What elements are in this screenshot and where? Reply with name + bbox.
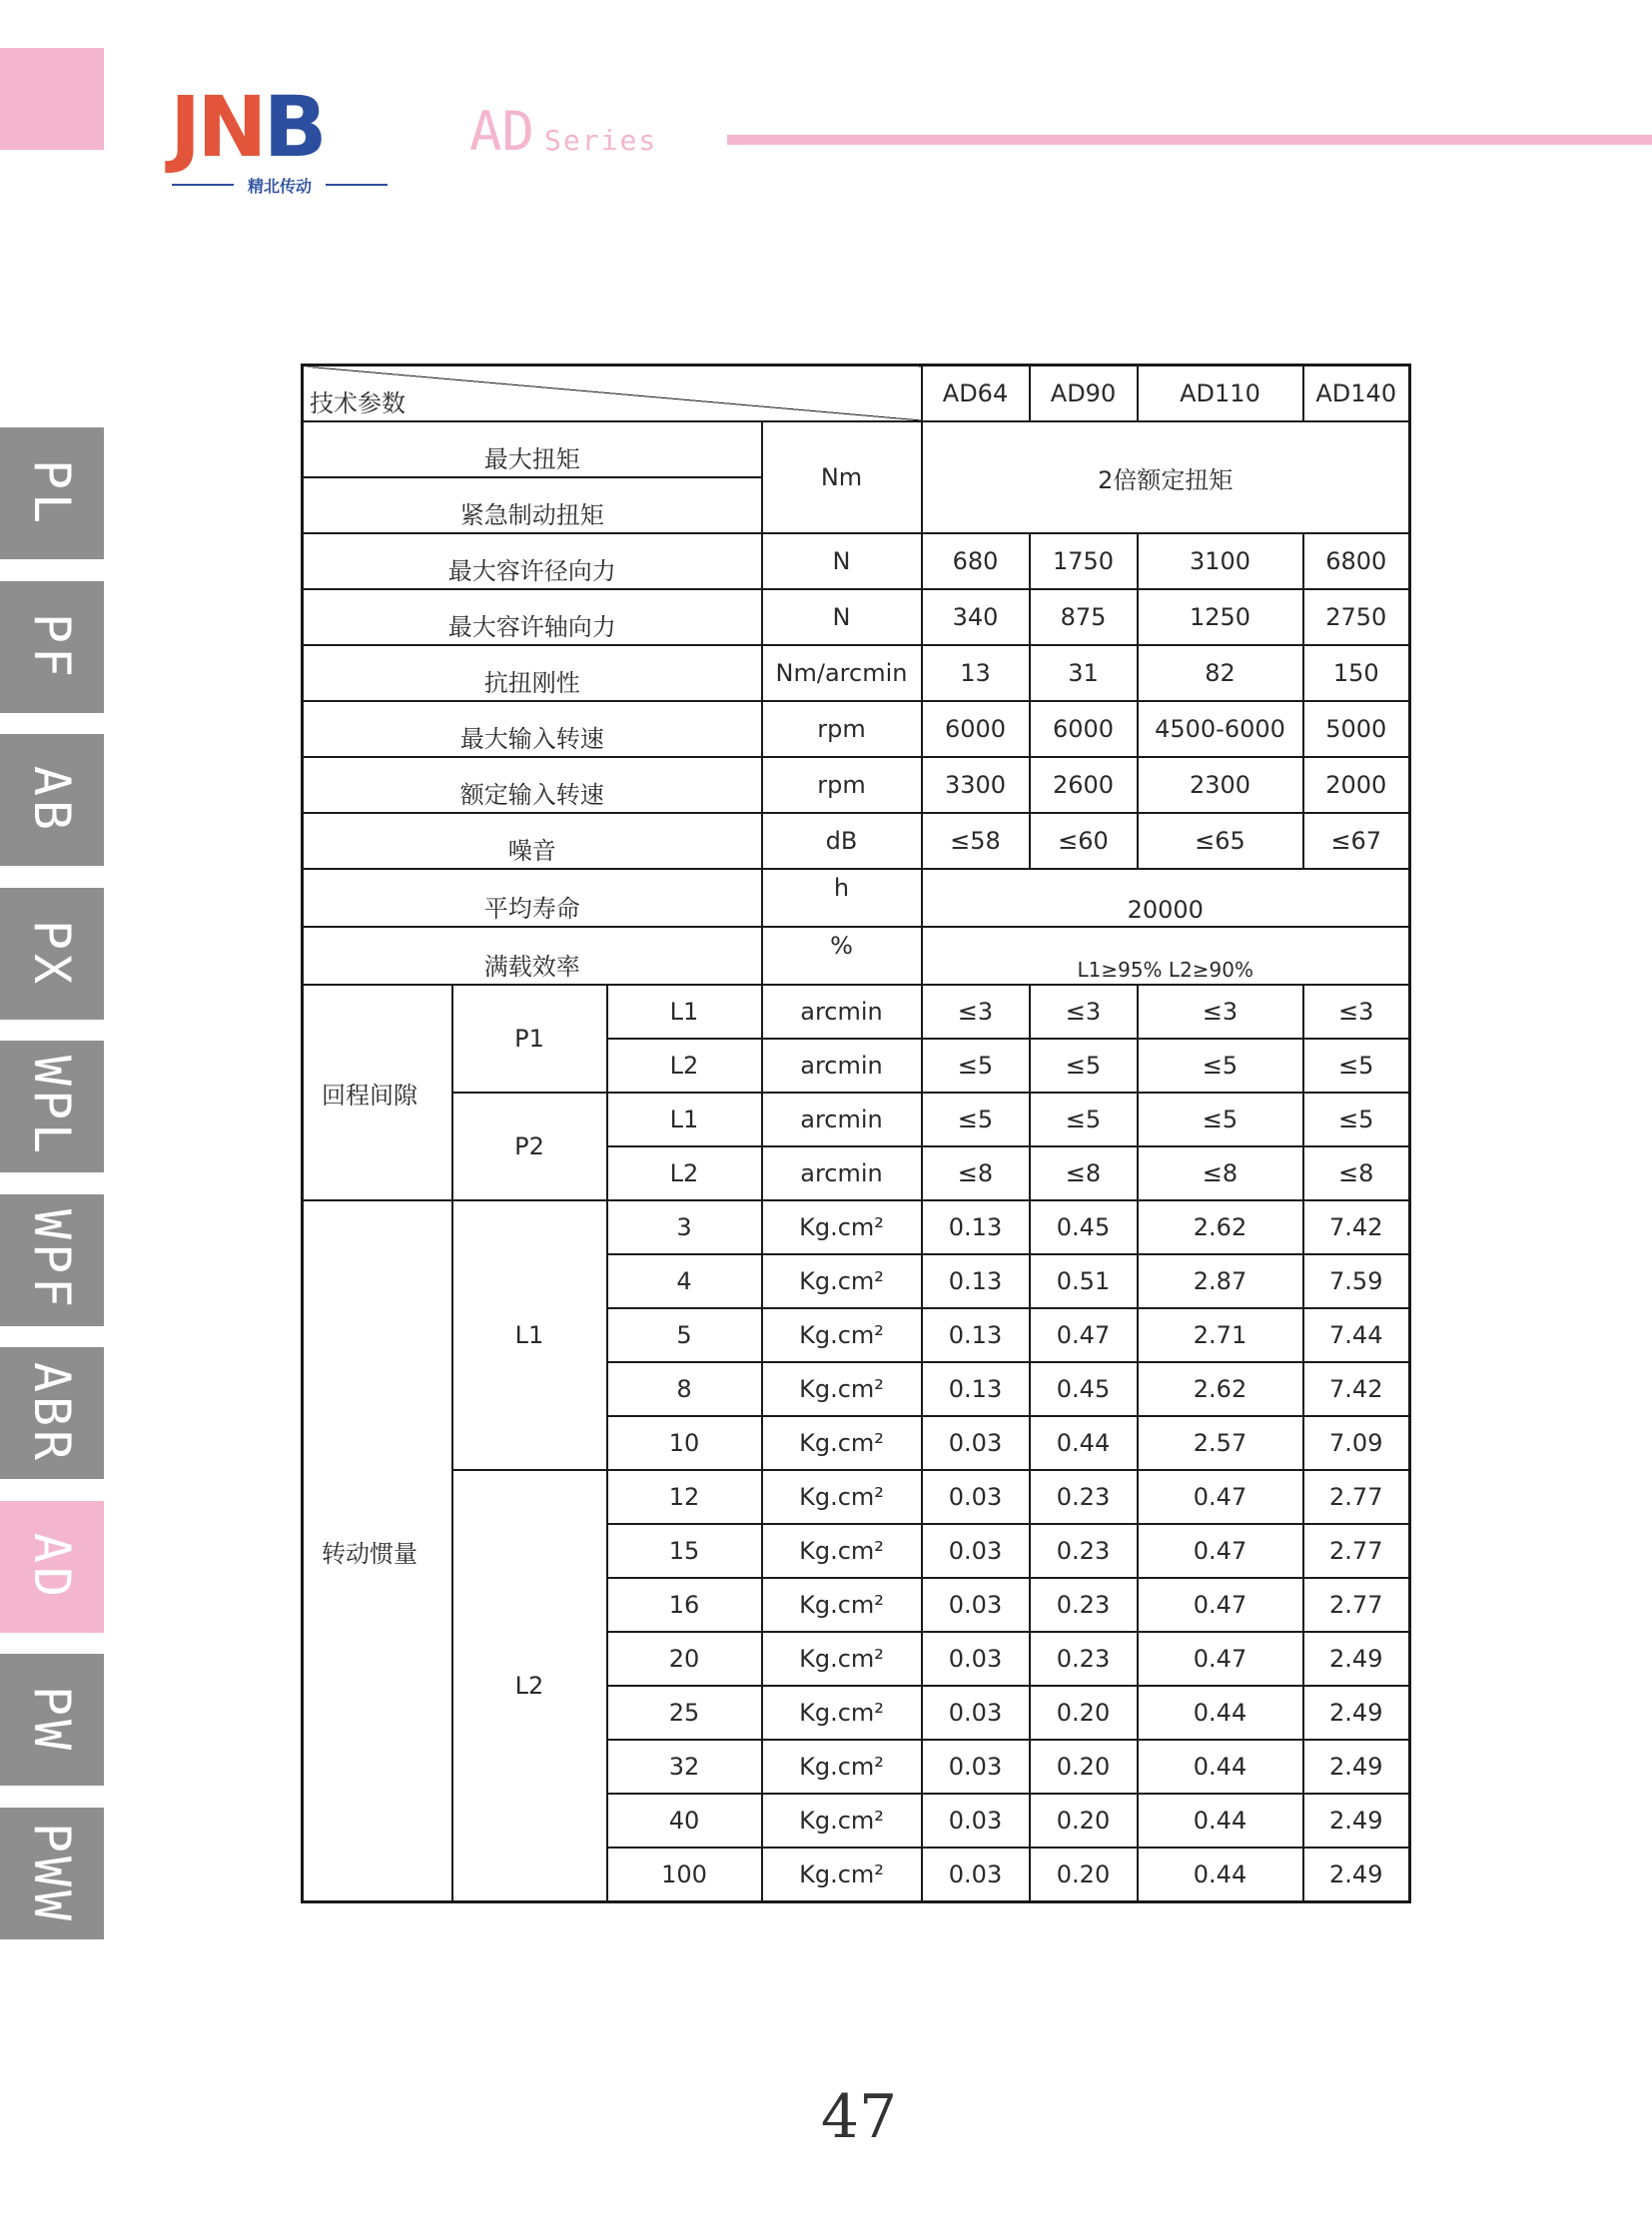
value-cell: 0.23 xyxy=(1030,1470,1138,1524)
side-tab-px[interactable] xyxy=(0,888,104,1020)
value-cell: ≤8 xyxy=(1030,1146,1138,1200)
unit-cell: Kg.cm² xyxy=(762,1308,922,1362)
group-label: L1 xyxy=(452,1200,607,1470)
unit-cell: arcmin xyxy=(762,1146,922,1200)
value-cell: 7.44 xyxy=(1303,1308,1410,1362)
series-title xyxy=(469,100,657,163)
unit-cell: Kg.cm² xyxy=(762,1740,922,1794)
unit-cell: Kg.cm² xyxy=(762,1362,922,1416)
value-cell: 0.44 xyxy=(1030,1416,1138,1470)
ratio-cell: 40 xyxy=(607,1794,762,1848)
side-tab-pww[interactable] xyxy=(0,1808,104,1939)
model-header: AD64 xyxy=(922,366,1030,422)
value-cell: 7.42 xyxy=(1303,1200,1410,1254)
value-cell: ≤5 xyxy=(1303,1093,1410,1146)
logo-letters xyxy=(170,78,324,176)
group-label: P2 xyxy=(452,1093,607,1200)
table-row xyxy=(303,757,1410,813)
group-label: L2 xyxy=(452,1470,607,1902)
ratio-cell: 4 xyxy=(607,1254,762,1308)
logo-rule-left xyxy=(172,184,234,186)
value-cell: 2.49 xyxy=(1303,1632,1410,1686)
row-label: 满载效率 xyxy=(303,927,762,985)
value-cell: 0.03 xyxy=(922,1848,1030,1902)
stage-cell: L2 xyxy=(607,1039,762,1093)
value-cell: 2.77 xyxy=(1303,1470,1410,1524)
value-cell: 1750 xyxy=(1030,533,1138,589)
value-cell: 6000 xyxy=(922,701,1030,757)
unit-cell: Kg.cm² xyxy=(762,1416,922,1470)
ratio-cell: 25 xyxy=(607,1686,762,1740)
life-value: 20000 xyxy=(922,869,1410,927)
value-cell: 0.13 xyxy=(922,1200,1030,1254)
value-cell: 2.77 xyxy=(1303,1578,1410,1632)
value-cell: 340 xyxy=(922,589,1030,645)
value-cell: 0.51 xyxy=(1030,1254,1138,1308)
table-row xyxy=(303,813,1410,869)
unit-cell: Kg.cm² xyxy=(762,1578,922,1632)
unit-cell: Kg.cm² xyxy=(762,1254,922,1308)
unit-cell: Kg.cm² xyxy=(762,1848,922,1902)
logo-subtitle-row xyxy=(170,174,390,194)
value-cell: ≤3 xyxy=(922,985,1030,1039)
unit-cell: Nm/arcmin xyxy=(762,645,922,701)
unit-cell: arcmin xyxy=(762,1093,922,1146)
value-cell: ≤3 xyxy=(1030,985,1138,1039)
row-label: 紧急制动扭矩 xyxy=(303,477,762,533)
table-row xyxy=(303,589,1410,645)
value-cell: ≤5 xyxy=(922,1093,1030,1146)
value-cell: 0.03 xyxy=(922,1740,1030,1794)
value-cell: 0.23 xyxy=(1030,1578,1138,1632)
side-tab-label: PL xyxy=(23,458,81,528)
side-tab-label: WPF xyxy=(23,1208,81,1311)
ratio-cell: 3 xyxy=(607,1200,762,1254)
header-rule xyxy=(727,135,1652,145)
unit-cell: N xyxy=(762,533,922,589)
table-row xyxy=(303,927,1410,985)
value-cell: 0.47 xyxy=(1138,1578,1303,1632)
value-cell: 2300 xyxy=(1138,757,1303,813)
value-cell: 0.20 xyxy=(1030,1848,1138,1902)
value-cell: 0.23 xyxy=(1030,1524,1138,1578)
value-cell: ≤60 xyxy=(1030,813,1138,869)
value-cell: 31 xyxy=(1030,645,1138,701)
side-tab-ab[interactable] xyxy=(0,734,104,866)
value-cell: 0.47 xyxy=(1138,1470,1303,1524)
table-row xyxy=(303,1470,1410,1524)
table-row xyxy=(303,1200,1410,1254)
value-cell: 0.03 xyxy=(922,1416,1030,1470)
value-cell: 2.62 xyxy=(1138,1200,1303,1254)
logo-letter-b: B xyxy=(263,78,324,176)
side-tab-abr[interactable] xyxy=(0,1347,104,1479)
side-tab-wpl[interactable] xyxy=(0,1041,104,1172)
row-label: 噪音 xyxy=(303,813,762,869)
side-tab-label: PWW xyxy=(23,1822,81,1924)
side-tab-label: PF xyxy=(23,612,81,681)
value-cell: ≤8 xyxy=(1303,1146,1410,1200)
row-label: 额定输入转速 xyxy=(303,757,762,813)
value-cell: 13 xyxy=(922,645,1030,701)
model-header: AD140 xyxy=(1303,366,1410,422)
unit-cell: Kg.cm² xyxy=(762,1524,922,1578)
value-cell: 1250 xyxy=(1138,589,1303,645)
value-cell: ≤8 xyxy=(1138,1146,1303,1200)
value-cell: 0.20 xyxy=(1030,1794,1138,1848)
unit-cell: Kg.cm² xyxy=(762,1200,922,1254)
value-cell: 6800 xyxy=(1303,533,1410,589)
unit-cell: dB xyxy=(762,813,922,869)
corner-header: 技术参数 xyxy=(303,366,922,422)
value-cell: 2.49 xyxy=(1303,1740,1410,1794)
value-cell: 0.44 xyxy=(1138,1794,1303,1848)
value-cell: ≤5 xyxy=(1138,1039,1303,1093)
group-label: P1 xyxy=(452,985,607,1093)
unit-cell: N xyxy=(762,589,922,645)
value-cell: 0.44 xyxy=(1138,1740,1303,1794)
value-cell: 0.13 xyxy=(922,1254,1030,1308)
side-tab-ad[interactable] xyxy=(0,1501,104,1633)
value-cell: ≤67 xyxy=(1303,813,1410,869)
ratio-cell: 5 xyxy=(607,1308,762,1362)
value-cell: ≤5 xyxy=(1303,1039,1410,1093)
value-cell: 2600 xyxy=(1030,757,1138,813)
value-cell: 2.62 xyxy=(1138,1362,1303,1416)
value-cell: 2.49 xyxy=(1303,1794,1410,1848)
side-tab-pf[interactable] xyxy=(0,581,104,713)
unit-cell: Kg.cm² xyxy=(762,1794,922,1848)
value-cell: 0.03 xyxy=(922,1686,1030,1740)
logo-letter-n: N xyxy=(197,78,264,176)
value-cell: 0.44 xyxy=(1138,1686,1303,1740)
stage-cell: L2 xyxy=(607,1146,762,1200)
unit-cell: Kg.cm² xyxy=(762,1686,922,1740)
value-cell: 2.77 xyxy=(1303,1524,1410,1578)
value-cell: 0.45 xyxy=(1030,1362,1138,1416)
value-cell: 0.23 xyxy=(1030,1632,1138,1686)
value-cell: 7.59 xyxy=(1303,1254,1410,1308)
model-header: AD90 xyxy=(1030,366,1138,422)
ratio-cell: 16 xyxy=(607,1578,762,1632)
logo-subtitle: 精北传动 xyxy=(247,177,312,196)
ratio-cell: 10 xyxy=(607,1416,762,1470)
side-tab-label: PW xyxy=(23,1685,81,1755)
side-tab-label: PX xyxy=(23,919,81,988)
ratio-cell: 20 xyxy=(607,1632,762,1686)
series-main: AD xyxy=(469,100,535,163)
row-label: 最大扭矩 xyxy=(303,421,762,477)
value-cell: 0.47 xyxy=(1138,1632,1303,1686)
side-tab-label: ABR xyxy=(23,1361,81,1465)
value-cell: 2750 xyxy=(1303,589,1410,645)
value-cell: 7.09 xyxy=(1303,1416,1410,1470)
value-cell: 0.03 xyxy=(922,1794,1030,1848)
value-cell: 0.13 xyxy=(922,1362,1030,1416)
corner-accent-block xyxy=(0,48,104,150)
unit-cell: Kg.cm² xyxy=(762,1470,922,1524)
logo-rule-right xyxy=(326,184,388,186)
value-cell: 0.47 xyxy=(1030,1308,1138,1362)
table-row xyxy=(303,533,1410,589)
row-label: 平均寿命 xyxy=(303,869,762,927)
unit-cell: rpm xyxy=(762,757,922,813)
value-cell: 0.03 xyxy=(922,1578,1030,1632)
table-row xyxy=(303,421,1410,477)
value-cell: 0.13 xyxy=(922,1308,1030,1362)
stage-cell: L1 xyxy=(607,985,762,1039)
value-cell: ≤65 xyxy=(1138,813,1303,869)
row-label: 抗扭刚性 xyxy=(303,645,762,701)
row-label: 最大输入转速 xyxy=(303,701,762,757)
side-tab-label: AD xyxy=(23,1532,81,1601)
unit-cell: % xyxy=(762,927,922,985)
value-cell: 0.03 xyxy=(922,1470,1030,1524)
value-cell: ≤3 xyxy=(1138,985,1303,1039)
unit-cell: Nm xyxy=(762,421,922,533)
value-cell: 0.03 xyxy=(922,1524,1030,1578)
value-cell: 6000 xyxy=(1030,701,1138,757)
value-cell: 0.44 xyxy=(1138,1848,1303,1902)
side-tab-wpf[interactable] xyxy=(0,1194,104,1326)
value-cell: 0.03 xyxy=(922,1632,1030,1686)
ratio-cell: 8 xyxy=(607,1362,762,1416)
value-cell: 5000 xyxy=(1303,701,1410,757)
table-row xyxy=(303,985,1410,1039)
value-cell: ≤58 xyxy=(922,813,1030,869)
page-number: 47 xyxy=(820,2082,898,2152)
unit-cell: h xyxy=(762,869,922,927)
side-tab-label: AB xyxy=(23,765,81,835)
value-cell: ≤5 xyxy=(922,1039,1030,1093)
row-label: 最大容许轴向力 xyxy=(303,589,762,645)
value-cell: 150 xyxy=(1303,645,1410,701)
value-cell: ≤5 xyxy=(1030,1093,1138,1146)
value-cell: 0.47 xyxy=(1138,1524,1303,1578)
value-cell: ≤5 xyxy=(1138,1093,1303,1146)
backlash-label: 回程间隙 xyxy=(303,985,452,1200)
value-cell: 3300 xyxy=(922,757,1030,813)
unit-cell: rpm xyxy=(762,701,922,757)
table-row xyxy=(303,366,1410,422)
unit-cell: arcmin xyxy=(762,985,922,1039)
stage-cell: L1 xyxy=(607,1093,762,1146)
logo-letter-j: J xyxy=(170,78,198,176)
model-header: AD110 xyxy=(1138,366,1303,422)
value-cell: 0.20 xyxy=(1030,1686,1138,1740)
ratio-cell: 100 xyxy=(607,1848,762,1902)
unit-cell: arcmin xyxy=(762,1039,922,1093)
side-tab-pw[interactable] xyxy=(0,1654,104,1786)
value-cell: ≤8 xyxy=(922,1146,1030,1200)
ratio-cell: 32 xyxy=(607,1740,762,1794)
value-cell: 2000 xyxy=(1303,757,1410,813)
table-row xyxy=(303,1093,1410,1146)
value-cell: 2.57 xyxy=(1138,1416,1303,1470)
value-cell: 3100 xyxy=(1138,533,1303,589)
side-tab-pl[interactable] xyxy=(0,427,104,559)
unit-cell: Kg.cm² xyxy=(762,1632,922,1686)
value-cell: 2.49 xyxy=(1303,1848,1410,1902)
side-tab-label: WPL xyxy=(23,1055,81,1158)
spec-table xyxy=(301,364,1411,1903)
value-cell: ≤3 xyxy=(1303,985,1410,1039)
efficiency-value: L1≥95% L2≥90% xyxy=(922,927,1410,985)
value-cell: 0.45 xyxy=(1030,1200,1138,1254)
series-sub: Series xyxy=(544,124,658,157)
value-cell: 82 xyxy=(1138,645,1303,701)
value-cell: 875 xyxy=(1030,589,1138,645)
value-cell: 2.87 xyxy=(1138,1254,1303,1308)
value-cell: 2.71 xyxy=(1138,1308,1303,1362)
table-row xyxy=(303,645,1410,701)
value-cell: 4500-6000 xyxy=(1138,701,1303,757)
ratio-cell: 12 xyxy=(607,1470,762,1524)
value-cell: 0.20 xyxy=(1030,1740,1138,1794)
value-cell: 7.42 xyxy=(1303,1362,1410,1416)
torque-value: 2倍额定扭矩 xyxy=(922,421,1410,533)
row-label: 最大容许径向力 xyxy=(303,533,762,589)
value-cell: 680 xyxy=(922,533,1030,589)
table-row xyxy=(303,869,1410,927)
value-cell: 2.49 xyxy=(1303,1686,1410,1740)
inertia-label: 转动惯量 xyxy=(303,1200,452,1902)
value-cell: ≤5 xyxy=(1030,1039,1138,1093)
table-row xyxy=(303,701,1410,757)
ratio-cell: 15 xyxy=(607,1524,762,1578)
jnb-logo xyxy=(170,78,400,196)
